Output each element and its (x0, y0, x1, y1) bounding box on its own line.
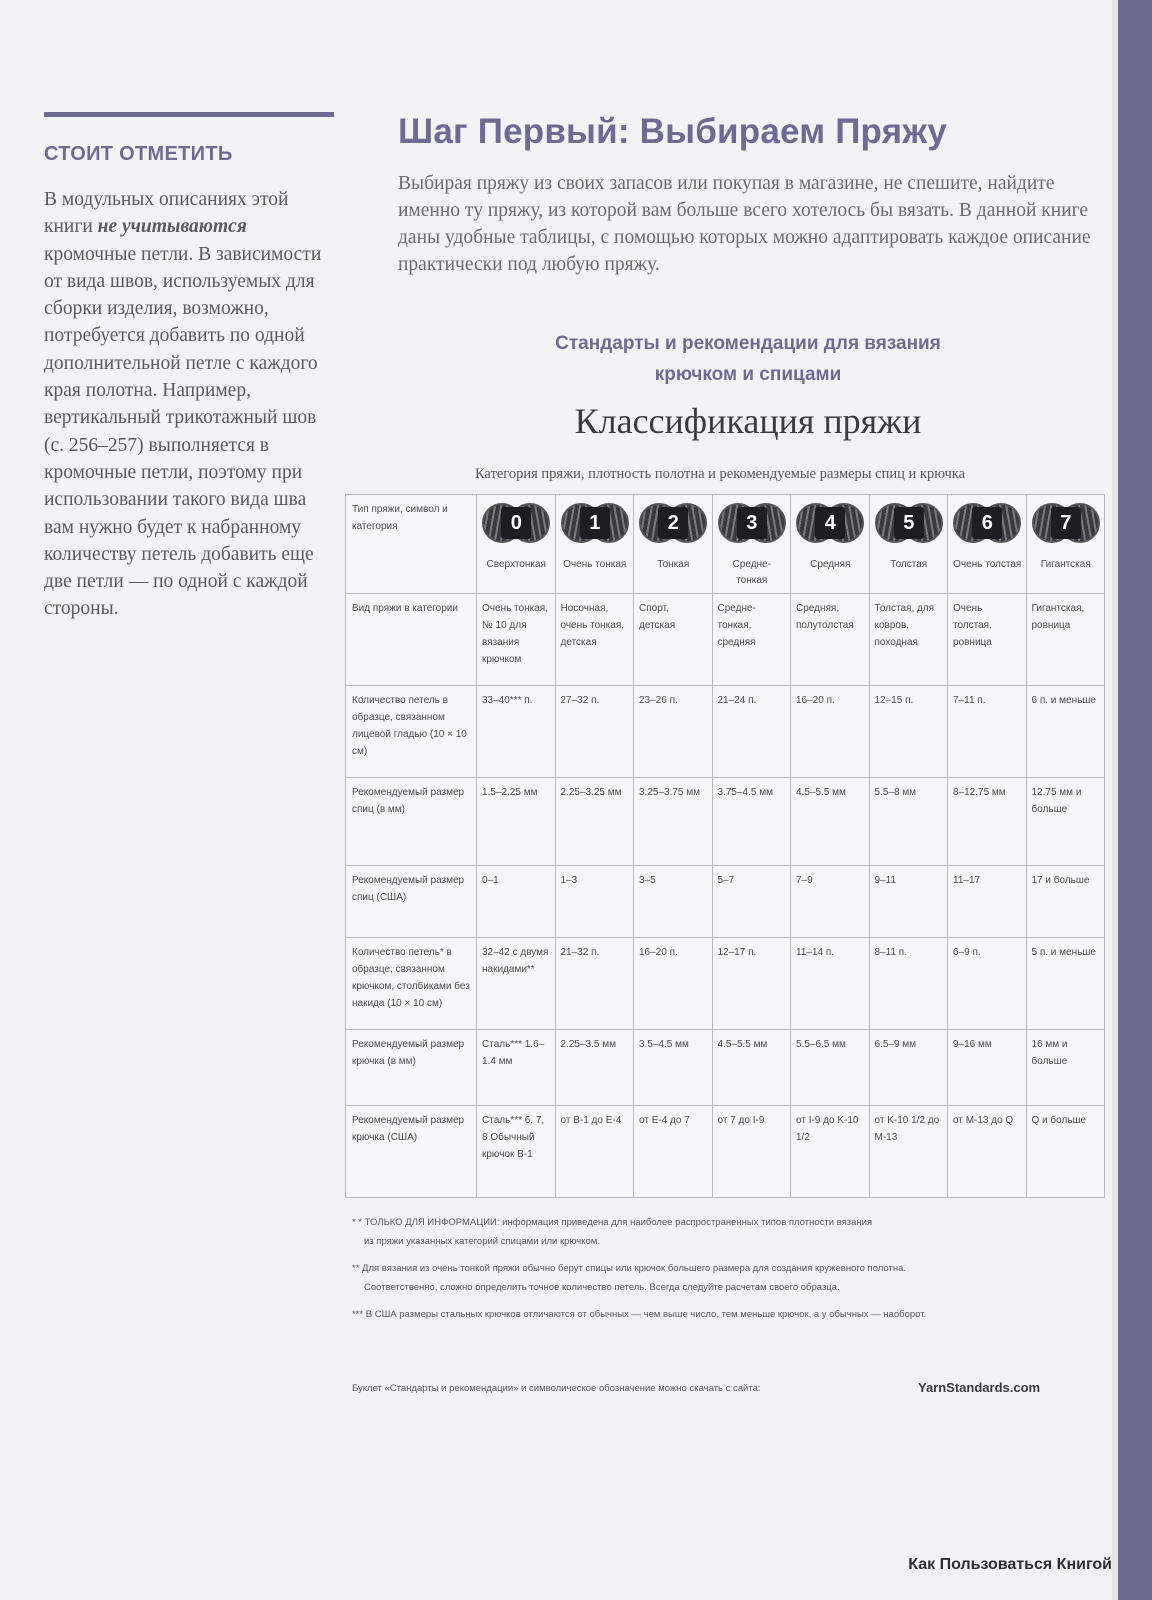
category-name: Толстая (890, 559, 928, 570)
classification-title: Классификация пряжи (574, 401, 922, 441)
footnote-1-line2: из пряжи указанных категорий спицами или крючком. (364, 1236, 600, 1247)
category-number: 4 (815, 507, 845, 539)
footnote-1 (352, 1213, 1052, 1251)
table-cell: 21–24 п. (712, 686, 791, 778)
category-name: Средняя (810, 559, 851, 570)
category-number: 5 (894, 507, 924, 539)
category-name: Сверхтонкая (486, 559, 546, 570)
table-cell: 9–11 (869, 866, 948, 938)
source-link[interactable]: YarnStandards.com (918, 1380, 1041, 1395)
table-row (346, 1106, 1105, 1198)
table-cell: 4.5–5.5 мм (712, 1030, 791, 1106)
table-cell: 1–3 (555, 866, 634, 938)
table-cell: 16–20 п. (791, 686, 870, 778)
footnote-1-line1: * * ТОЛЬКО ДЛЯ ИНФОРМАЦИИ: информация приведена для наиболее распространенных типов плотности вязания (352, 1217, 873, 1228)
row-label: Тип пряжи, символ и категория (346, 495, 477, 594)
table-cell: 6 п. и меньше (1026, 686, 1105, 778)
footnotes (352, 1213, 1052, 1332)
table-cell: от 7 до I-9 (712, 1106, 791, 1198)
table-cell: Толстая, для ковров, походная (869, 594, 948, 686)
row-label: Рекомендуемый размер спиц (в мм) (346, 778, 477, 866)
row-label: Вид пряжи в категории (346, 594, 477, 686)
source-text: Буклет «Стандарты и рекомендации» и символическое обозначение можно скачать с сайта: (352, 1383, 761, 1394)
sidebar-title: СТОИТ ОТМЕТИТЬ (44, 143, 233, 165)
table-cell: 4.5–5.5 мм (791, 778, 870, 866)
table-cell: 23–26 п. (634, 686, 713, 778)
table-cell: 5.5–8 мм (869, 778, 948, 866)
table-cell: Q и больше (1026, 1106, 1105, 1198)
table-cell: 8–11 п. (869, 938, 948, 1030)
footnote-3: *** В США размеры стальных крючков отличаются от обычных — чем выше число, тем меньше крючок, а у обычных — наоборот. (352, 1309, 927, 1320)
table-header-row (346, 495, 1105, 594)
standards-heading-line1: Стандарты и рекомендации для вязания (555, 333, 941, 354)
table-cell: 16 мм и больше (1026, 1030, 1105, 1106)
table-cell: от M-13 до Q (948, 1106, 1027, 1198)
table-cell: от B-1 до E-4 (555, 1106, 634, 1198)
table-cell: 3–5 (634, 866, 713, 938)
table-cell: 5 п. и меньше (1026, 938, 1105, 1030)
table-cell: от K-10 1/2 до M-13 (869, 1106, 948, 1198)
table-cell: от E-4 до 7 (634, 1106, 713, 1198)
table-cell: 1.5–2.25 мм (477, 778, 556, 866)
row-label: Рекомендуемый размер крючка (в мм) (346, 1030, 477, 1106)
sidebar-text-before: В модульных описаниях этой книги (44, 189, 289, 238)
table-cell: 7–9 (791, 866, 870, 938)
table-cell: 7–11 п. (948, 686, 1027, 778)
sidebar-text (44, 186, 334, 623)
table-cell: 12.75 мм и больше (1026, 778, 1105, 866)
category-number: 7 (1051, 507, 1081, 539)
table-cell: 2.25–3.25 мм (555, 778, 634, 866)
footnote-2-line2: Соответственно, сложно определить точное количество петель. Всегда следуйте расчетам своего образца. (364, 1282, 840, 1293)
sidebar-text-emphasis: не учитываются (97, 216, 247, 238)
category-cell (869, 495, 948, 594)
yarn-symbol-icon (875, 501, 943, 545)
row-label: Количество петель в образце, связанном лицевой гладью (10 × 10 см) (346, 686, 477, 778)
table-cell: от I-9 до K-10 1/2 (791, 1106, 870, 1198)
intro-paragraph: Выбирая пряжу из своих запасов или покупая в магазине, не спешите, найдите именно ту пряжу, из которой вам больше всего хотелось бы вязать. В данной книге даны удобные таблицы, с помощью которых можно адаптировать каждое описание практически под любую пряжу. (398, 173, 1091, 275)
yarn-symbol-icon (1032, 501, 1100, 545)
category-number: 1 (580, 507, 610, 539)
table-cell: 11–14 п. (791, 938, 870, 1030)
category-cell (634, 495, 713, 594)
row-label: Рекомендуемый размер крючка (США) (346, 1106, 477, 1198)
category-number: 6 (972, 507, 1002, 539)
table-cell: Очень толстая, ровница (948, 594, 1027, 686)
category-number: 3 (737, 507, 767, 539)
table-cell: 8–12.75 мм (948, 778, 1027, 866)
table-cell: 11–17 (948, 866, 1027, 938)
standards-heading (398, 328, 1098, 390)
category-cell (555, 495, 634, 594)
table-cell: 32–42 с двумя накидами** (477, 938, 556, 1030)
yarn-symbol-icon (482, 501, 550, 545)
table-cell: 27–32 п. (555, 686, 634, 778)
table-cell: Гигантская, ровница (1026, 594, 1105, 686)
table-cell: 3.25–3.75 мм (634, 778, 713, 866)
yarn-symbol-icon (639, 501, 707, 545)
category-number: 0 (501, 507, 531, 539)
table-cell: 6.5–9 мм (869, 1030, 948, 1106)
standards-heading-line2: крючком и спицами (654, 364, 842, 385)
table-cell: 12–15 п. (869, 686, 948, 778)
category-cell (477, 495, 556, 594)
page-edge-band (1118, 0, 1152, 1600)
main-section (398, 112, 1098, 278)
table-cell: 3.75–4.5 мм (712, 778, 791, 866)
category-cell (712, 495, 791, 594)
category-name: Очень тонкая (563, 559, 627, 570)
table-cell: Средняя, полутолстая (791, 594, 870, 686)
table-row (346, 686, 1105, 778)
category-name: Гигантская (1040, 559, 1091, 570)
table-row (346, 1030, 1105, 1106)
classification-subtitle: Категория пряжи, плотность полотна и рекомендуемые размеры спиц и крючка (474, 466, 966, 482)
table-row (346, 778, 1105, 866)
category-name: Очень толстая (953, 559, 1022, 570)
yarn-symbol-icon (796, 501, 864, 545)
category-cell (1026, 495, 1105, 594)
footnote-2 (352, 1259, 1052, 1297)
footnote-2-line1: ** Для вязания из очень тонкой пряжи обычно берут спицы или крючок большего размера для создания кружевного полотна. (352, 1263, 907, 1274)
category-name: Тонкая (657, 559, 690, 570)
table-cell: 16–20 п. (634, 938, 713, 1030)
table-row (346, 594, 1105, 686)
table-cell: 3.5–4.5 мм (634, 1030, 713, 1106)
table-cell: 17 и больше (1026, 866, 1105, 938)
table-cell: 6–9 п. (948, 938, 1027, 1030)
table-row (346, 866, 1105, 938)
category-cell (948, 495, 1027, 594)
table-cell: Спорт, детская (634, 594, 713, 686)
category-name: Средне-тонкая (732, 559, 771, 586)
yarn-symbol-icon (953, 501, 1021, 545)
row-label: Рекомендуемый размер спиц (США) (346, 866, 477, 938)
table-cell: Средне-тонкая, средняя (712, 594, 791, 686)
table-cell: Очень тонкая, № 10 для вязания крючком (477, 594, 556, 686)
table-cell: 33–40*** п. (477, 686, 556, 778)
table-cell: 5–7 (712, 866, 791, 938)
table-cell: 21–32 п. (555, 938, 634, 1030)
yarn-symbol-icon (561, 501, 629, 545)
yarn-symbol-icon (718, 501, 786, 545)
table-cell: 0–1 (477, 866, 556, 938)
sidebar-note (44, 112, 334, 623)
category-number: 2 (658, 507, 688, 539)
running-footer: Как Пользоваться Книгой (908, 1556, 1112, 1573)
table-cell: 12–17 п. (712, 938, 791, 1030)
yarn-classification-table (345, 494, 1105, 1198)
table-cell: Сталь*** 1.6–1.4 мм (477, 1030, 556, 1106)
table-cell: 9–16 мм (948, 1030, 1027, 1106)
row-label: Количество петель* в образце, связанном крючком, столбиками без накида (10 × 10 см) (346, 938, 477, 1030)
table-cell: Носочная, очень тонкая, детская (555, 594, 634, 686)
table-cell: Сталь*** 6, 7, 8 Обычный крючок B-1 (477, 1106, 556, 1198)
category-cell (791, 495, 870, 594)
sidebar-rule (44, 112, 334, 117)
yarn-table-body (346, 495, 1105, 1198)
table-cell: 2.25–3.5 мм (555, 1030, 634, 1106)
sidebar-text-after: кромочные петли. В зависимости от вида швов, используемых для сборки изделия, возможно, потребуется добавить по одной дополнительной петле с каждого края полотна. Например, вертикальный трикотажный шов (с. 256–257) выполняется в кромочные петли, поэтому при использовании такого вида шва вам нужно будет к набранному количеству петель добавить еще две петли — по одной с каждой стороны. (44, 243, 322, 620)
table-row (346, 938, 1105, 1030)
page-title: Шаг Первый: Выбираем Пряжу (398, 112, 947, 151)
table-cell: 5.5–6.5 мм (791, 1030, 870, 1106)
